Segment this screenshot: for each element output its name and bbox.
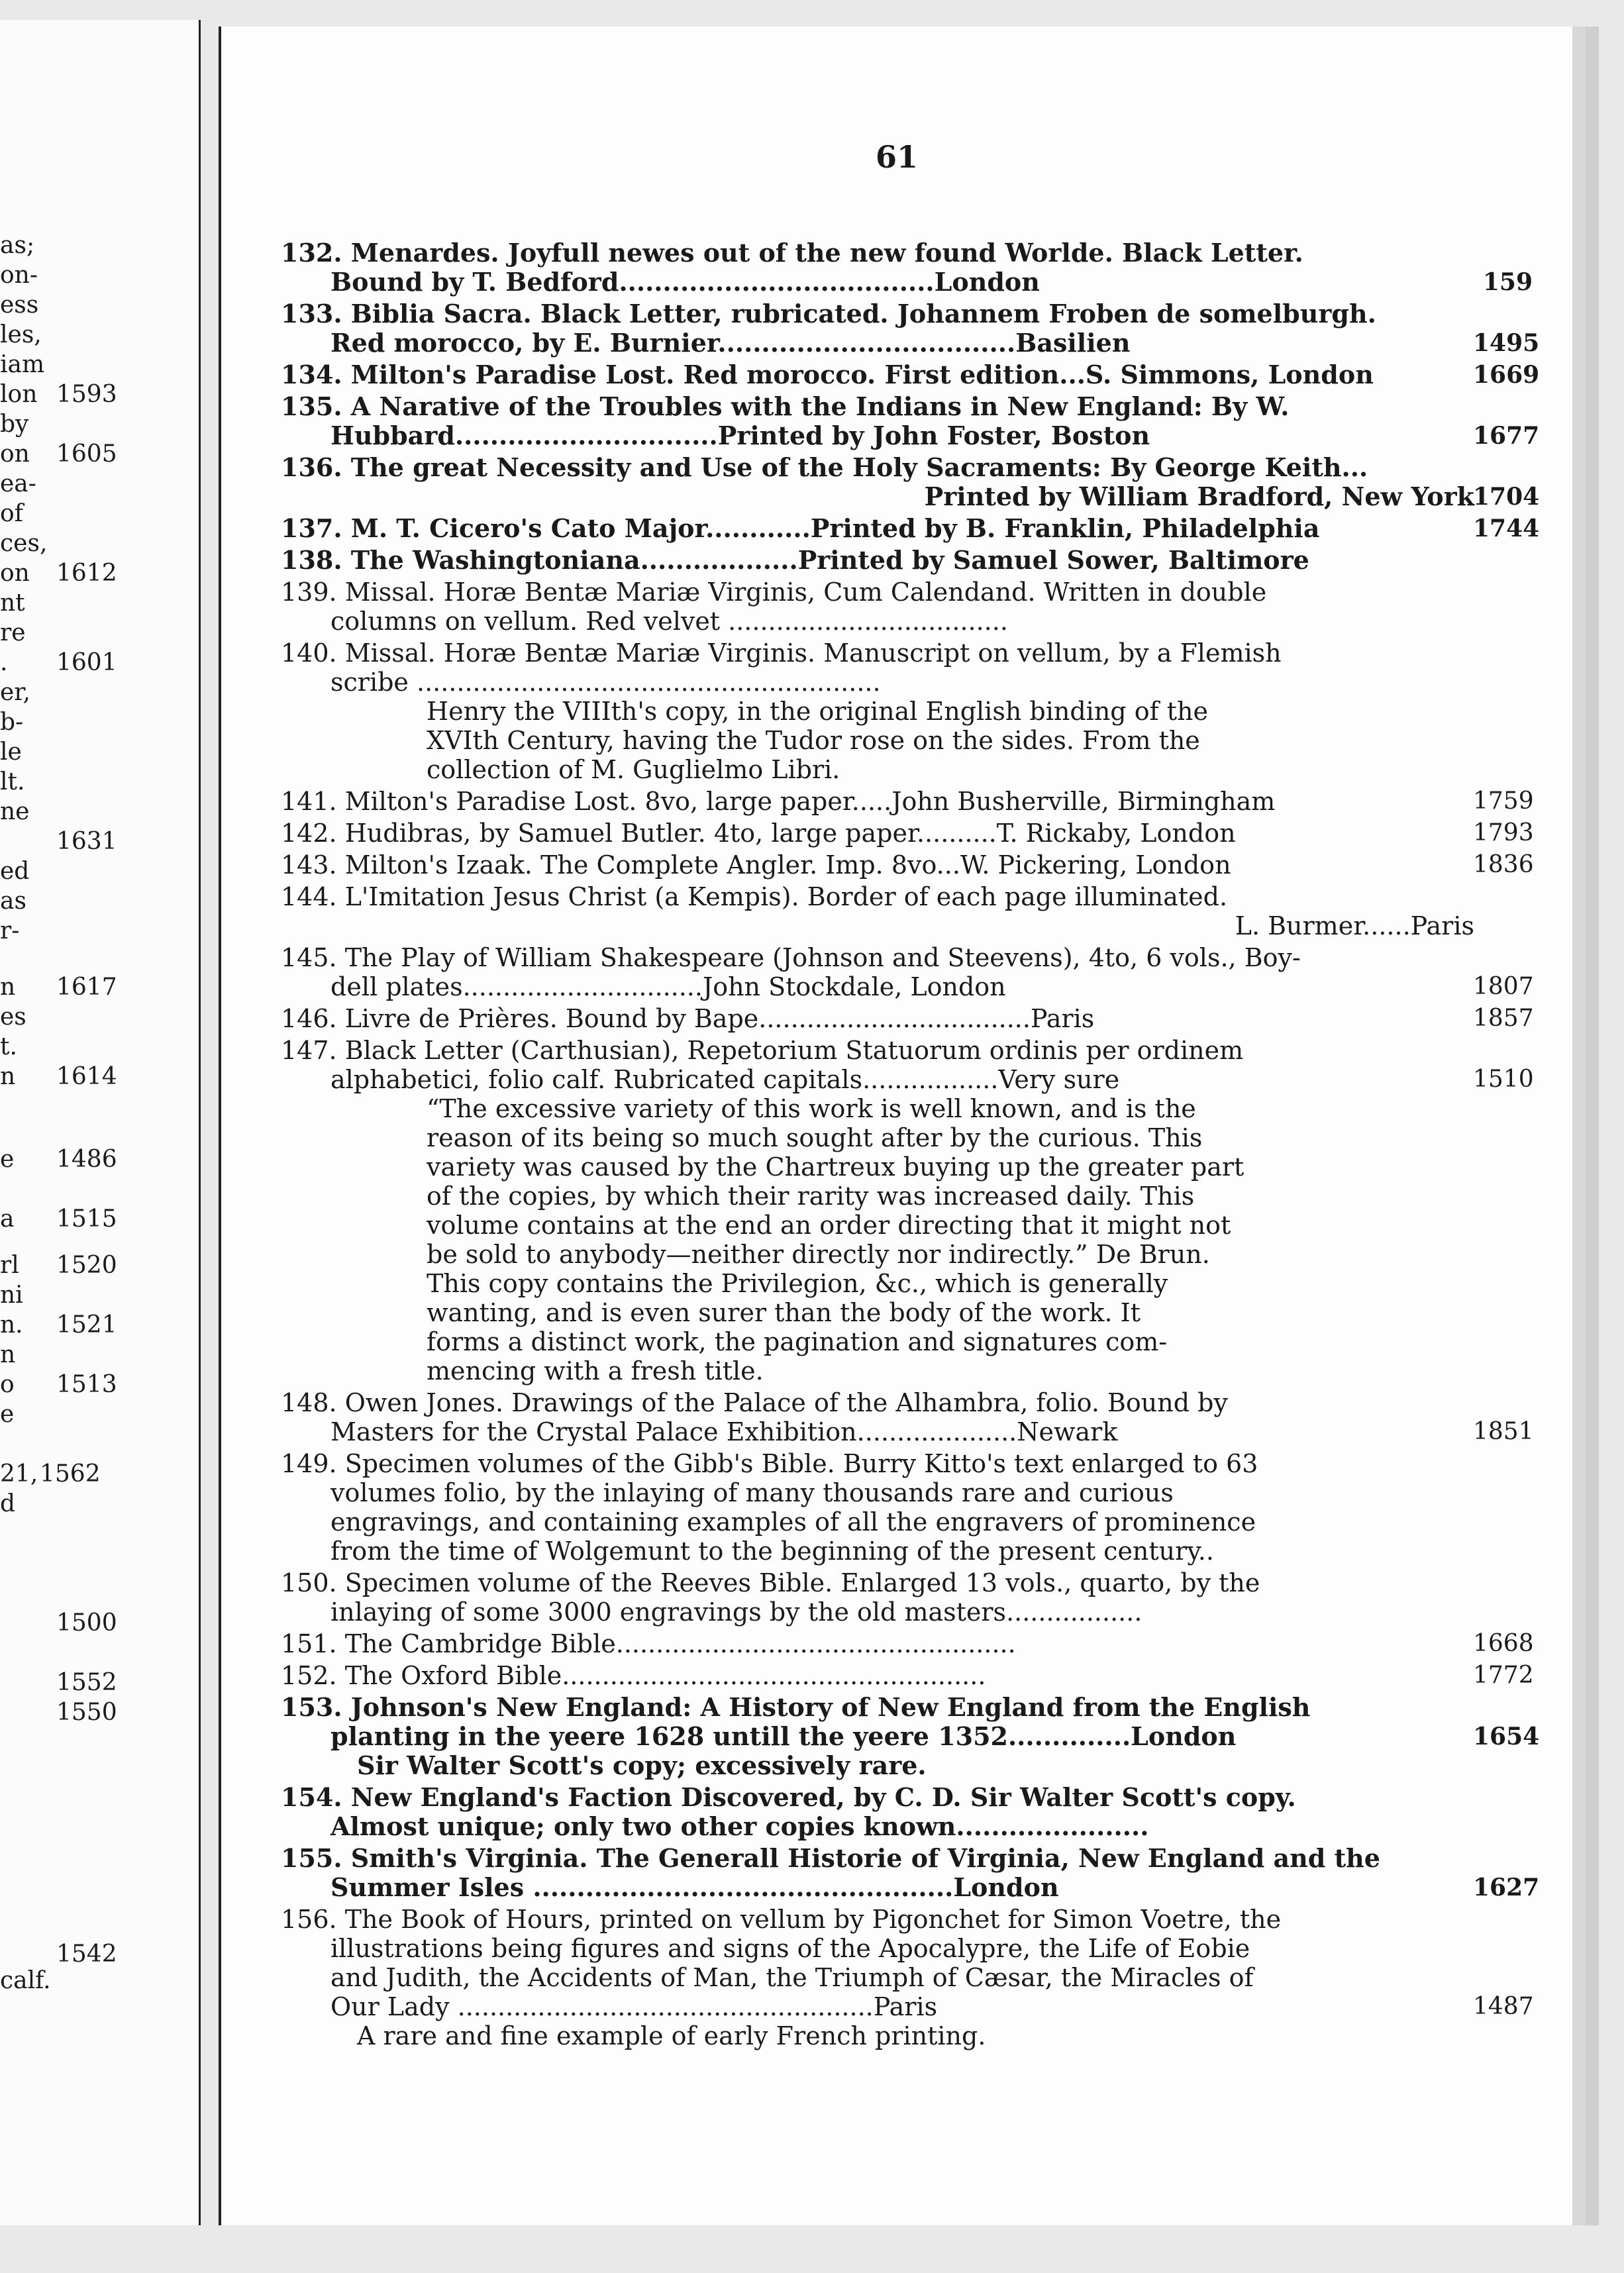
entry-continuation-line: scribe .......................................................... bbox=[330, 668, 881, 697]
entry-title-line: 149. Specimen volumes of the Gibb's Bible. Burry Kitto's text enlarged to 63 bbox=[281, 1449, 1258, 1478]
catalog-entry bbox=[281, 513, 1540, 543]
entry-continuation-line: Summer Isles ................................................London 1627 bbox=[330, 1872, 1540, 1902]
left-page-year: 1486 bbox=[56, 1146, 117, 1173]
entry-title-line: 143. Milton's Izaak. The Complete Angler. Imp. 8vo...W. Pickering, London 1836 bbox=[281, 850, 1534, 880]
entry-continuation-line: be sold to anybody—neither directly nor indirectly.” De Brun. bbox=[427, 1240, 1210, 1269]
left-page-fragment: e bbox=[0, 1146, 15, 1173]
entry-continuation-line: volume contains at the end an order directing that it might not bbox=[427, 1211, 1231, 1240]
entry-year: 1759 bbox=[1473, 787, 1534, 815]
left-page-fragment: on- bbox=[0, 262, 38, 289]
left-page-year: 1612 bbox=[56, 560, 117, 587]
left-page-year: 1550 bbox=[56, 1699, 117, 1726]
catalog-entry bbox=[281, 850, 1534, 880]
entry-year: 1704 bbox=[1473, 483, 1540, 511]
entry-title-line: 152. The Oxford Bible..................................................... 1772 bbox=[281, 1661, 1534, 1690]
left-page-fragment: rl bbox=[0, 1252, 19, 1279]
catalog-entry bbox=[281, 1388, 1534, 1446]
entry-continuation-line: of the copies, by which their rarity was increased daily. This bbox=[427, 1182, 1195, 1211]
entry-year: 1510 bbox=[1473, 1066, 1534, 1093]
entry-title-line: 132. Menardes. Joyfull newes out of the new found Worlde. Black Letter. bbox=[281, 238, 1303, 268]
entry-title-line: 134. Milton's Paradise Lost. Red morocco. First edition...S. Simmons, London 1669 bbox=[281, 360, 1540, 389]
left-page-year: 1542 bbox=[56, 1941, 117, 1968]
catalog-entry bbox=[281, 1036, 1534, 1386]
left-page-fragment: ne bbox=[0, 798, 30, 825]
left-page-fragment: 21, bbox=[0, 1460, 38, 1488]
left-page-fragment: of bbox=[0, 500, 23, 527]
entry-continuation-line: “The excessive variety of this work is well known, and is the bbox=[427, 1094, 1196, 1123]
left-page-fragment: b- bbox=[0, 709, 24, 736]
catalog-entry bbox=[281, 578, 1486, 636]
catalog-entry bbox=[281, 546, 1486, 575]
entry-continuation-line: volumes folio, by the inlaying of many thousands rare and curious bbox=[330, 1478, 1174, 1507]
entry-year: 1744 bbox=[1473, 515, 1540, 542]
catalog-entry bbox=[281, 1004, 1534, 1033]
entry-title-line: 136. The great Necessity and Use of the Holy Sacraments: By George Keith... bbox=[281, 452, 1368, 482]
entry-continuation-line: dell plates..............................John Stockdale, London 1807 bbox=[330, 972, 1534, 1001]
entry-continuation-line: L. Burmer......Paris bbox=[1235, 911, 1474, 940]
left-page-fragment: es bbox=[0, 1003, 26, 1031]
left-page-year: 1614 bbox=[56, 1063, 117, 1090]
entry-title-line: 145. The Play of William Shakespeare (Johnson and Steevens), 4to, 6 vols., Boy- bbox=[281, 943, 1301, 972]
left-page-fragment: n. bbox=[0, 1311, 23, 1339]
entry-year: 1772 bbox=[1473, 1662, 1534, 1689]
left-page-fragment: er, bbox=[0, 679, 31, 706]
left-page-fragment: by bbox=[0, 411, 29, 438]
left-page-fragment: les, bbox=[0, 321, 42, 348]
entry-title-line: 133. Biblia Sacra. Black Letter, rubricated. Johannem Froben de somelburgh. bbox=[281, 299, 1376, 328]
catalog-entry bbox=[281, 882, 1486, 940]
left-page-fragment: n bbox=[0, 1341, 16, 1368]
catalog-entry bbox=[281, 943, 1534, 1001]
left-page-fragment: e bbox=[0, 1401, 15, 1428]
left-page-fragment: d bbox=[0, 1490, 16, 1517]
entry-continuation-line: Red morocco, by E. Burnier..................................Basilien 1495 bbox=[330, 328, 1540, 358]
catalog-entry bbox=[281, 1449, 1486, 1566]
entry-continuation-line: Printed by William Bradford, New York 1704 bbox=[924, 481, 1540, 511]
page-number: 61 bbox=[875, 139, 918, 175]
left-page-year: 1552 bbox=[56, 1669, 117, 1696]
entry-title-line: 146. Livre de Prières. Bound by Bape..................................Paris 1857 bbox=[281, 1004, 1534, 1033]
entry-continuation-line: variety was caused by the Chartreux buying up the greater part bbox=[427, 1152, 1244, 1182]
entry-title-line: 141. Milton's Paradise Lost. 8vo, large paper.....John Busherville, Birmingham 1759 bbox=[281, 787, 1534, 816]
entry-title-line: 147. Black Letter (Carthusian), Repetorium Statuorum ordinis per ordinem bbox=[281, 1036, 1244, 1065]
entry-continuation-line: from the time of Wolgemunt to the beginning of the present century.. bbox=[330, 1537, 1214, 1566]
left-page-fragment: ess bbox=[0, 291, 39, 319]
catalog-entry bbox=[281, 1905, 1534, 2050]
entry-continuation-line: mencing with a fresh title. bbox=[427, 1356, 764, 1386]
entry-title-line: 155. Smith's Virginia. The Generall Historie of Virginia, New England and the bbox=[281, 1843, 1380, 1873]
entry-continuation-line: XVIth Century, having the Tudor rose on the sides. From the bbox=[427, 726, 1200, 755]
left-page-fragment: ni bbox=[0, 1282, 23, 1309]
left-page-fragment: . bbox=[0, 649, 8, 676]
left-page-fragment: lt. bbox=[0, 768, 25, 795]
entry-continuation-line: illustrations being figures and signs of the Apocalypre, the Life of Eobie bbox=[330, 1934, 1250, 1963]
left-page-fragment: ed bbox=[0, 858, 30, 885]
entry-title-line: 154. New England's Faction Discovered, by C. D. Sir Walter Scott's copy. bbox=[281, 1782, 1296, 1812]
entry-year: 1851 bbox=[1473, 1418, 1534, 1445]
entry-continuation-line: columns on vellum. Red velvet ................................... bbox=[330, 607, 1008, 636]
entry-continuation-line: Henry the VIIIth's copy, in the original English binding of the bbox=[427, 697, 1208, 726]
catalog-entry bbox=[281, 819, 1534, 848]
left-page-fragment: ea- bbox=[0, 470, 36, 497]
entry-year: 1669 bbox=[1473, 361, 1540, 389]
entry-continuation-line: Bound by T. Bedford....................................London 159 bbox=[330, 267, 1533, 297]
right-page bbox=[219, 26, 1572, 2225]
left-page-fragment: o bbox=[0, 1371, 15, 1398]
left-page-fragment: n bbox=[0, 974, 16, 1001]
entry-continuation-line: wanting, and is even surer than the body of the work. It bbox=[427, 1298, 1141, 1327]
left-page-year: 1605 bbox=[56, 440, 117, 468]
catalog-entry bbox=[281, 1568, 1486, 1627]
catalog-entry bbox=[281, 1661, 1534, 1690]
entry-title-line: 156. The Book of Hours, printed on vellum by Pigonchet for Simon Voetre, the bbox=[281, 1905, 1282, 1934]
entry-year: 1654 bbox=[1473, 1723, 1540, 1750]
catalog-entry bbox=[281, 391, 1540, 450]
left-page bbox=[0, 20, 201, 2225]
entry-continuation-line: inlaying of some 3000 engravings by the old masters................. bbox=[330, 1597, 1142, 1627]
catalog-entry bbox=[281, 360, 1540, 389]
entry-continuation-line: Our Lady ....................................................Paris 1487 bbox=[330, 1992, 1534, 2021]
entry-title-line: 138. The Washingtoniana..................Printed by Samuel Sower, Baltimore bbox=[281, 545, 1309, 575]
left-page-fragment: le bbox=[0, 738, 22, 766]
entry-year: 1668 bbox=[1473, 1630, 1534, 1657]
left-page-year: 1601 bbox=[56, 649, 117, 676]
entry-title-line: 139. Missal. Horæ Bentæ Mariæ Virginis, Cum Calendand. Written in double bbox=[281, 578, 1267, 607]
left-page-fragment: re bbox=[0, 619, 26, 646]
left-page-fragment: t. bbox=[0, 1033, 17, 1060]
entry-continuation-line: This copy contains the Privilegion, &c., which is generally bbox=[427, 1269, 1168, 1298]
entry-year: 159 bbox=[1482, 268, 1533, 296]
entry-continuation-line: reason of its being so much sought after by the curious. This bbox=[427, 1123, 1203, 1152]
entry-title-line: 144. L'Imitation Jesus Christ (a Kempis). Border of each page illuminated. bbox=[281, 882, 1228, 911]
catalog-entry bbox=[281, 1783, 1486, 1841]
catalog-entry bbox=[281, 1692, 1540, 1780]
entry-title-line: 135. A Narative of the Troubles with the Indians in New England: By W. bbox=[281, 391, 1290, 421]
entry-year: 1495 bbox=[1473, 329, 1540, 357]
left-page-year: 1562 bbox=[40, 1460, 101, 1488]
entry-continuation-line: forms a distinct work, the pagination and signatures com- bbox=[427, 1327, 1168, 1356]
entry-continuation-line: Hubbard..............................Printed by John Foster, Boston 1677 bbox=[330, 421, 1540, 450]
entry-title-line: 140. Missal. Horæ Bentæ Mariæ Virginis. Manuscript on vellum, by a Flemish bbox=[281, 638, 1282, 668]
catalog-entry bbox=[281, 238, 1533, 297]
entry-title-line: 151. The Cambridge Bible.................................................. 1668 bbox=[281, 1629, 1534, 1658]
entry-continuation-line: Masters for the Crystal Palace Exhibition....................Newark 1851 bbox=[330, 1417, 1534, 1446]
entry-continuation-line: planting in the yeere 1628 untill the yeere 1352..............London 1654 bbox=[330, 1721, 1540, 1751]
left-page-year: 1617 bbox=[56, 974, 117, 1001]
left-page-year: 1520 bbox=[56, 1252, 117, 1279]
left-page-fragment: a bbox=[0, 1205, 15, 1233]
entry-year: 1677 bbox=[1473, 422, 1540, 450]
catalog-entries bbox=[221, 238, 1572, 2053]
left-page-fragment: n bbox=[0, 1063, 16, 1090]
entry-title-line: 150. Specimen volume of the Reeves Bible. Enlarged 13 vols., quarto, by the bbox=[281, 1568, 1260, 1597]
left-page-year: 1631 bbox=[56, 828, 117, 855]
left-page-fragment: nt bbox=[0, 589, 25, 617]
left-page-fragment: on bbox=[0, 560, 30, 587]
left-page-fragment: lon bbox=[0, 381, 38, 408]
left-page-year: 1513 bbox=[56, 1371, 117, 1398]
entry-title-line: 148. Owen Jones. Drawings of the Palace of the Alhambra, folio. Bound by bbox=[281, 1388, 1228, 1417]
entry-year: 1807 bbox=[1473, 973, 1534, 1000]
entry-title-line: 153. Johnson's New England: A History of New England from the English bbox=[281, 1692, 1311, 1722]
entry-title-line: 142. Hudibras, by Samuel Butler. 4to, large paper..........T. Rickaby, London 1793 bbox=[281, 819, 1534, 848]
left-page-fragment: calf. bbox=[0, 1967, 51, 1994]
entry-continuation-line: alphabetici, folio calf. Rubricated capitals.................Very sure 1510 bbox=[330, 1065, 1534, 1094]
entry-continuation-line: Sir Walter Scott's copy; excessively rare. bbox=[357, 1750, 927, 1780]
entry-year: 1487 bbox=[1473, 1993, 1534, 2020]
left-page-fragment: ces, bbox=[0, 530, 48, 557]
entry-continuation-line: Almost unique; only two other copies known...................... bbox=[330, 1811, 1149, 1841]
left-page-fragment: as bbox=[0, 887, 26, 915]
left-page-fragment: iam bbox=[0, 351, 45, 378]
entry-year: 1627 bbox=[1473, 1874, 1540, 1901]
left-page-fragment: on bbox=[0, 440, 30, 468]
left-page-fragment: r- bbox=[0, 917, 20, 944]
catalog-entry bbox=[281, 1843, 1540, 1902]
left-page-year: 1515 bbox=[56, 1205, 117, 1233]
entry-year: 1857 bbox=[1473, 1005, 1534, 1032]
left-page-year: 1500 bbox=[56, 1609, 117, 1637]
entry-year: 1836 bbox=[1473, 851, 1534, 878]
entry-continuation-line: engravings, and containing examples of all the engravers of prominence bbox=[330, 1507, 1256, 1537]
catalog-entry bbox=[281, 638, 1486, 784]
entry-continuation-line: A rare and fine example of early French printing. bbox=[357, 2021, 986, 2050]
entry-continuation-line: and Judith, the Accidents of Man, the Triumph of Cæsar, the Miracles of bbox=[330, 1963, 1254, 1992]
entry-year: 1793 bbox=[1473, 819, 1534, 846]
catalog-entry bbox=[281, 452, 1540, 511]
left-page-year: 1521 bbox=[56, 1311, 117, 1339]
catalog-entry bbox=[281, 299, 1540, 358]
left-page-fragment: as; bbox=[0, 232, 35, 259]
entry-title-line: 137. M. T. Cicero's Cato Major............Printed by B. Franklin, Philadelphia 1744 bbox=[281, 513, 1540, 543]
left-page-year: 1593 bbox=[56, 381, 117, 408]
entry-continuation-line: collection of M. Guglielmo Libri. bbox=[427, 755, 840, 784]
catalog-entry bbox=[281, 787, 1534, 816]
catalog-entry bbox=[281, 1629, 1534, 1658]
